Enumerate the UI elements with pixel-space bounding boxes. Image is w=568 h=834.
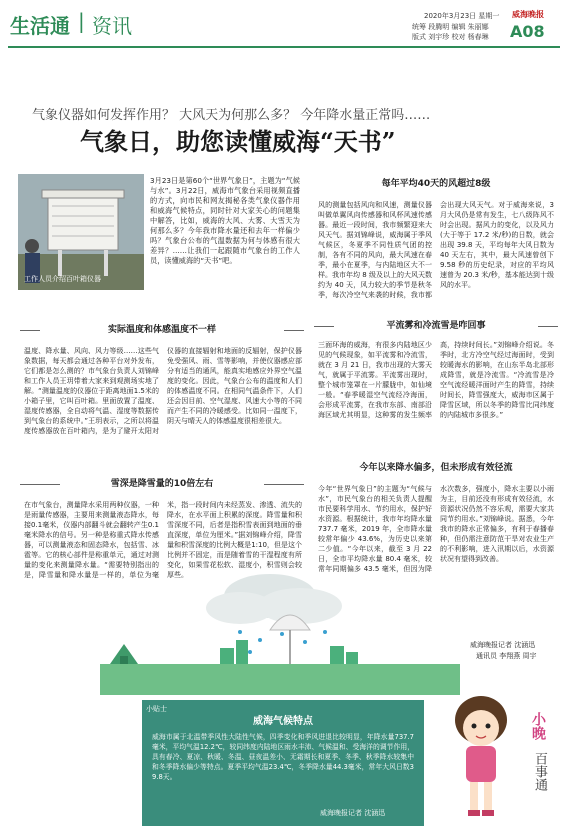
photo-caption: 工作人员介绍百叶箱仪器	[24, 275, 101, 283]
mascot-sub: 百事通	[532, 752, 547, 791]
body-snow: 在市气象台，测量降水采用两种仪器，一种是雨量传感器，主要用来测量液态降水，每接0.1毫米，仪器内部翻斗就会翻转产生0.1毫米降水的信号。另一种是称重式降水传感器，可以测量液态和固态降水，包括雪、冰雹等。它的核心部件是称重单元，通过对测量的变化来测量降水量。“需要特别指出的是，降雪量和降水量是一样的，单位为毫米，指一段时间内未经蒸发、渗透、流失的降水，在水平面上积累的深度。降雪量和积雪深度不同，后者是指积雪表面到地面的垂直深度，单位为厘米。”据刘锦峰介绍，降雪量和积雪深度的比例大概是1:10，但是这个比例并不固定，而是随着雪的干湿程度有所变化，如果雪花松软、湿度小，积雪则会较厚些。	[24, 501, 302, 579]
body-rain: 今年“世界气象日”的主题为“气候与水”，市民气象台的相关负责人提醒市民要科学用水、节约用水，保护好水资源。根据统计，我市年均降水量 737.7 毫米，2019 年，全市降水量较常年偏少 43.6%，为历史以来第二少值。“今年以来，截至 3 月 22 日，全市平均降水量 80.4 毫米，较常年同期偏多 43.5 毫米，但因为降水次数多，强度小，降水主要以小雨为主，目前还没有形成有效径流，水资源状况仍然不容乐观，需要大家共同节约用水。”刘锦峰说。据悉，今年我市的降水正常偏多，有利于春播春种，但仍需注意防范干旱对农业生产的不利影响，进入汛期以后，水资源状况有望得到改善。	[318, 485, 554, 573]
stevenson-screen-icon	[18, 174, 144, 290]
newspaper-logo: 威海晚报	[512, 10, 544, 19]
signoff-rain-1: 威海晚报记者 沈涵迅	[470, 641, 536, 649]
subsection-title: 资讯	[92, 14, 132, 38]
mascot-girl	[436, 690, 526, 830]
heading-wind: 每年平均40天的风超过8级	[314, 178, 558, 190]
infobox-signoff: 威海晚报记者 沈涵迅	[320, 809, 386, 817]
heading-rain: 今年以来降水偏多，但未形成有效径流	[314, 462, 558, 474]
heading-fog: 平流雾和冷流雪是咋回事	[334, 320, 538, 332]
section-divider: |	[78, 9, 85, 33]
illustration	[100, 560, 460, 695]
infobox	[142, 700, 424, 826]
header-layout: 版式 刘宇珍 校对 杨春琳	[412, 33, 489, 41]
infobox-title: 威海气候特点	[253, 716, 313, 727]
headline: 气象日，助您读懂威海“天书”	[80, 127, 396, 156]
infobox-body: 威海市属于北温带季风性大陆性气候，四季变化和季风进退比较明显，年降水量737.7毫米，平均气温12.2℃，较同纬度内陆地区雨水丰沛、气候温和、受海洋的调节作用，具有春冷、夏凉、秋暖、冬温、昼夜温差小、无霜期长和夏季、冬季、秋季降水较集中和冬季降水偏少等特点。夏季平均气温23.4℃，冬季降水量44.3毫米，常年大风日数39.8天。	[152, 733, 414, 781]
mascot-label: 小晚	[530, 712, 546, 740]
weather-illustration-icon	[100, 560, 460, 695]
header-editors: 统筹 段腾明 编辑 朱丽娜	[412, 23, 489, 31]
page-header	[0, 0, 568, 48]
body-temp: 温度、降水量、风向、风力等级……这些气象数据，每天都会通过各种平台对外发布，它们都是怎么测的？市气象台负责人刘锦峰和工作人员王玥带着大家来到观测场实地了解。“测量温度的仪器位于距离地面1.5米的小箱子里，它叫百叶箱。里面放置了温度、湿度传感器，全自动将气温、湿度等数据传到气象台的系统中。”王玥表示，之所以将温度传感器放在百叶箱内，是为了避开太阳对仪器的直接辐射和地面的反辐射，保护仪器免受强风、雨、雪等影响，并使仪器感应部分有适当的通风，能真实地感应外界空气温度的变化。因此，气象台公布的温度和人们的体感温度不同。在相同气温条件下，人们还会因目前、空气湿度、风速大小等的不同而产生不同的冷暖感受。比如同一温度下，阴天与晴天人的体感温度很相差很大。	[24, 347, 302, 435]
header-date: 2020年3月23日 星期一	[424, 12, 500, 20]
page-number: A08	[510, 22, 545, 41]
intro-text: 3月23日是第60个“世界气象日”，主题为“气候与水”。3月22日，威海市气象台采用视频直播的方式，向市民和网友揭秘各类气象仪器作用和威海气候特点，同时针对大家关心的问题集中解答，比如，威海的大风、大雾、大雪天为何那么多？今年我市降水量还和去年一样偏少吗？气象台公布的气温数据为何与体感有很大差异？……让我们一起跟随市气象台的工作人员，读懂威海的“天书”吧。	[150, 176, 300, 265]
header-rule	[8, 46, 560, 48]
body-wind: 风的测量包括风向和风速，测量仪器叫做单翼风向传感器和风杯风速传感器。最近一段时间，我市频繁迎来大风天气。据刘锦峰说，威海属于季风气候区，冬夏季不同性质气团的控制，各有不同的风向，最大风速在春季，最小在夏季，与内陆地区大不一样。我市年均 8 级及以上的大风天数约为 40 天，风力较大的季节是秋冬季，每次冷空气来袭的时候，我市都会出现大风天气。对于威海来说，3 月大风仍是常有发生，七八级阵风不时会出现。据风力的变化，以及风力(大于等于 17.2 米/秒)的日数，就会出现 39.8 天，平均每年大风日数为 40 天左右，其中，最大风速曾创下 9.58 秒的历史纪录，对应的平均风速曾为 20.3 米/秒，基本能达到十级风的水平。	[318, 201, 554, 299]
heading-temp: 实际温度和体感温度不一样	[40, 324, 284, 336]
body-fog: 三面环海的威海，有很多内陆地区少见的气候现象，如平流雾和冷流雪，就在 3 月 21 日，我市出现的大雾天气，就属于平流雾。平流雾出现时，整个城市笼罩在一片朦胧中，如仙境一般。“春季暖湿空气流经冷海面，会形成平流雾，在我市东部、南部沿海区域尤其明显，这种雾的发生频率高，持续时间长。”刘锦峰介绍说。冬季时，北方冷空气经过海面时，受到较暖海水的影响，在山东半岛北部形成降雪，就是冷流雪。“冷流雪是冷空气流经暖洋面时产生的降雪，持续时间长，降雪强度大，威海市区属于降雪区域，所以冬季的降雪比同纬度的内陆城市多很多。”	[318, 341, 554, 419]
mascot-girl-icon	[436, 690, 526, 830]
section-title: 生活通	[10, 14, 70, 38]
signoff-rain-2: 通讯员 李翔燕 周宇	[476, 652, 537, 660]
heading-snow: 雪深是降雪量的10倍左右	[60, 478, 264, 490]
infobox-tag: 小贴士	[146, 705, 167, 713]
photo-weather-station	[18, 174, 144, 290]
kicker: 气象仪器如何发挥作用？ 大风天为何那么多？ 今年降水量正常吗……	[32, 108, 431, 123]
